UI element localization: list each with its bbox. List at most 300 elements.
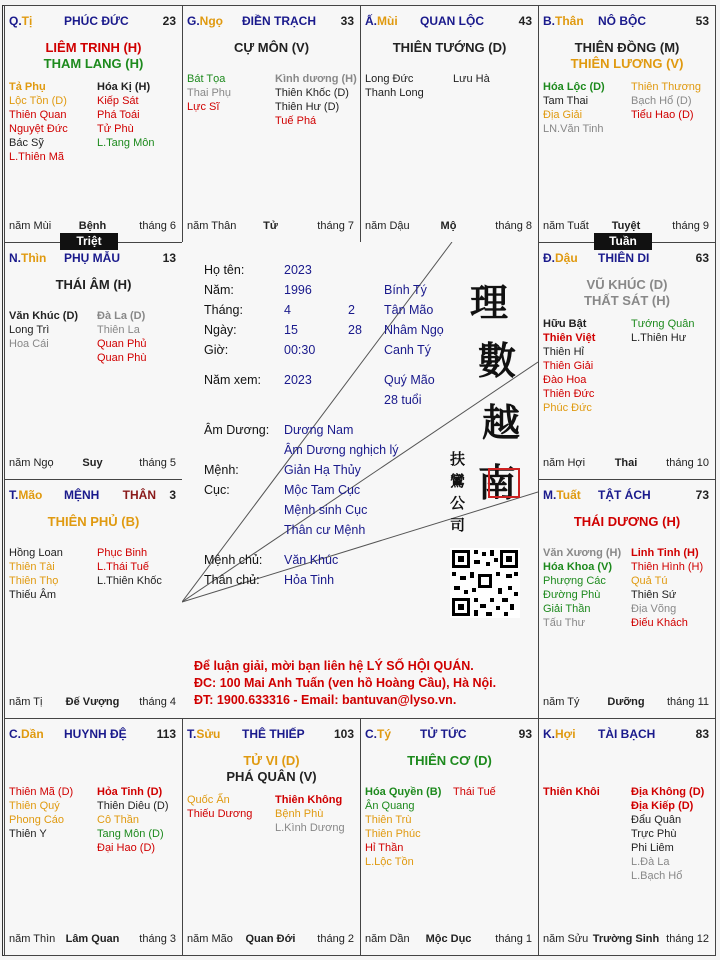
- palace-branch: Tị: [21, 14, 33, 28]
- main-stars: [361, 753, 538, 769]
- palace-name: THIÊN DI: [598, 251, 650, 265]
- minor-star: Địa Kiếp (D): [631, 800, 694, 812]
- palace-tuat: [538, 479, 716, 719]
- minor-star: Hồng Loan: [9, 547, 63, 559]
- palace-branch: Mão: [18, 488, 43, 502]
- minor-star: L.Đà La: [631, 856, 670, 868]
- palace-stage: Thai: [614, 457, 638, 469]
- palace-year: năm Tị: [9, 696, 43, 708]
- red-seal: [488, 468, 520, 498]
- left-stars: [543, 785, 600, 799]
- contact-line-2: ĐC: 100 Mai Anh Tuấn (ven hồ Hoàng Cầu), Hà Nội.: [194, 676, 497, 690]
- left-stars: [9, 546, 63, 602]
- minor-star: L.Thiên Mã: [9, 151, 65, 163]
- right-stars: [97, 785, 169, 855]
- palace-month: tháng 7: [317, 220, 354, 232]
- nam-can: Bính Tý: [384, 283, 427, 297]
- thang-duong: 4: [284, 303, 291, 317]
- palace-age: 23: [162, 14, 176, 28]
- palace-month: tháng 3: [139, 933, 176, 945]
- palace-header: [9, 488, 176, 504]
- palace-header: [543, 727, 709, 743]
- minor-star: Đà La (D): [97, 310, 146, 322]
- palace-stem: G.: [187, 14, 200, 28]
- palace-month: tháng 5: [139, 457, 176, 469]
- palace-ngo: [182, 5, 361, 243]
- palace-year: năm Sửu: [543, 933, 589, 945]
- cal-char-2: 數: [478, 338, 517, 383]
- qr-code-icon: [450, 548, 520, 618]
- minor-star: Nguyệt Đức: [9, 123, 68, 135]
- palace-name: QUAN LỘC: [420, 14, 484, 28]
- minor-star: Tang Môn (D): [97, 828, 164, 840]
- palace-position: [543, 251, 578, 265]
- minor-star: Ân Quang: [365, 800, 415, 812]
- palace-stem: Đ.: [543, 251, 555, 265]
- palace-footer: [9, 220, 176, 234]
- minor-star: Hóa Kị (H): [97, 81, 151, 93]
- nam-value: 1996: [284, 283, 312, 297]
- palace-mao: [4, 479, 183, 719]
- minor-star: Linh Tinh (H): [631, 547, 699, 559]
- main-star: THẤT SÁT (H): [584, 293, 670, 308]
- minor-star: Hỉ Thần: [365, 842, 404, 854]
- palace-branch: Ngọ: [199, 14, 223, 28]
- minor-star: L.Thiên Khốc: [97, 575, 162, 587]
- palace-stage: Tuyệt: [611, 220, 641, 232]
- palace-year: năm Dần: [365, 933, 410, 945]
- menh-value: Giản Hạ Thủy: [284, 463, 361, 477]
- palace-year: năm Tuất: [543, 220, 589, 232]
- minor-star: Địa Giải: [543, 109, 583, 121]
- ngay-am: 28: [348, 323, 362, 337]
- minor-star: Tuế Phá: [275, 115, 317, 127]
- palace-month: tháng 9: [672, 220, 709, 232]
- palace-branch: Hợi: [555, 727, 576, 741]
- nam-label: Năm:: [204, 283, 234, 297]
- main-star: THIÊN TƯỚNG (D): [392, 40, 507, 55]
- main-star: VŨ KHÚC (D): [586, 277, 668, 292]
- am-duong-value: Dương Nam: [284, 423, 354, 437]
- palace-name: PHỤ MẪU: [64, 251, 120, 265]
- minor-star: Tấu Thư: [543, 617, 586, 629]
- palace-ti: [4, 5, 183, 243]
- palace-stage: Trường Sinh: [592, 933, 660, 945]
- minor-star: Phượng Các: [543, 575, 606, 587]
- palace-age: 93: [518, 727, 532, 741]
- minor-star: Thái Tuế: [453, 786, 496, 798]
- minor-star: Thiên Quan: [9, 109, 67, 121]
- palace-hoi: [538, 718, 716, 956]
- minor-star: Cô Thần: [97, 814, 139, 826]
- palace-position: [9, 14, 32, 28]
- palace-name: ĐIỀN TRẠCH: [242, 14, 316, 28]
- main-stars: [183, 753, 360, 785]
- contact-line-3: ĐT: 1900.633316 - Email: bantuvan@lyso.vn.: [194, 693, 457, 707]
- palace-stem: Q.: [9, 14, 22, 28]
- main-stars: [539, 277, 715, 309]
- minor-star: L.Bạch Hổ: [631, 870, 683, 882]
- palace-footer: [543, 457, 709, 471]
- palace-year: năm Thân: [187, 220, 237, 232]
- minor-star: Long Đức: [365, 73, 414, 85]
- palace-stage: Dưỡng: [607, 696, 645, 708]
- cuc-note-1: Mệnh sinh Cục: [284, 503, 368, 517]
- palace-stem: Ấ.: [365, 14, 377, 28]
- main-star: THIÊN ĐỒNG (M): [574, 40, 680, 55]
- palace-name: THÊ THIẾP: [242, 727, 305, 741]
- palace-age: 13: [162, 251, 176, 265]
- cal-char-1: 理: [470, 280, 509, 325]
- minor-star: Thiên Thương: [631, 81, 702, 93]
- palace-stage: Mộc Dục: [425, 933, 472, 945]
- main-star: PHÁ QUÂN (V): [226, 769, 317, 784]
- minor-star: Hữu Bật: [543, 318, 587, 330]
- left-stars: [9, 80, 68, 164]
- contact-line-1: Để luận giải, mời bạn liên hệ LÝ SỐ HỘI QUÁN.: [194, 659, 474, 673]
- minor-star: Thiên Khốc (D): [275, 87, 349, 99]
- minor-star: Địa Không (D): [631, 786, 705, 798]
- palace-name: NÔ BỘC: [598, 14, 646, 28]
- palace-position: [543, 488, 581, 502]
- minor-star: Thiên Diêu (D): [97, 800, 169, 812]
- minor-star: Phong Cáo: [9, 814, 65, 826]
- main-star: THIÊN CƠ (D): [407, 753, 492, 768]
- main-star: TỬ VI (D): [243, 753, 300, 768]
- palace-age: 53: [695, 14, 709, 28]
- palace-position: [187, 14, 223, 28]
- minor-star: Lộc Tồn (D): [9, 95, 67, 107]
- palace-age: 43: [518, 14, 532, 28]
- minor-star: Lưu Hà: [453, 73, 490, 85]
- palace-position: [187, 727, 220, 741]
- minor-star: Tử Phù: [97, 123, 134, 135]
- minor-star: Thiên Mã (D): [9, 786, 74, 798]
- minor-star: Hóa Quyền (B): [365, 786, 442, 798]
- cuc-value: Mộc Tam Cục: [284, 483, 361, 497]
- minor-star: Kình dương (H): [275, 73, 357, 85]
- minor-star: L.Kình Dương: [275, 822, 345, 834]
- thang-label: Tháng:: [204, 303, 243, 317]
- minor-star: Bác Sỹ: [9, 137, 44, 149]
- palace-footer: [9, 696, 176, 710]
- palace-age: 103: [333, 727, 354, 741]
- minor-star: Văn Khúc (D): [9, 310, 79, 322]
- palace-branch: Tuất: [556, 488, 581, 502]
- palace-month: tháng 10: [666, 457, 709, 469]
- right-stars: [97, 546, 162, 588]
- right-stars: [275, 72, 357, 128]
- palace-name: TÀI BẠCH: [598, 727, 656, 741]
- left-stars: [543, 546, 621, 630]
- palace-mui: [360, 5, 539, 243]
- palace-header: [9, 251, 176, 267]
- minor-star: Quả Tú: [631, 575, 668, 587]
- palace-year: năm Tý: [543, 696, 580, 708]
- palace-footer: [365, 220, 532, 234]
- ho-ten-label: Họ tên:: [204, 263, 245, 277]
- minor-star: Bát Tọa: [187, 73, 226, 85]
- left-stars: [9, 785, 73, 841]
- minor-star: Thanh Long: [365, 87, 424, 99]
- palace-header: [543, 251, 709, 267]
- main-stars: [361, 40, 538, 56]
- minor-star: L.Lộc Tồn: [365, 856, 414, 868]
- main-star: THÁI ÂM (H): [55, 277, 132, 292]
- minor-star: Tiểu Hao (D): [631, 109, 694, 121]
- gio-can: Canh Tý: [384, 343, 432, 357]
- palace-header: [9, 727, 176, 743]
- palace-month: tháng 11: [666, 696, 709, 708]
- left-stars: [187, 72, 231, 114]
- minor-star: Giải Thần: [543, 603, 591, 615]
- minor-star: Thiên Hình (H): [631, 561, 704, 573]
- main-stars: [539, 514, 715, 530]
- nam-xem-value: 2023: [284, 373, 312, 387]
- palace-position: [9, 488, 42, 502]
- minor-star: Long Trì: [9, 324, 50, 336]
- minor-star: Tướng Quân: [631, 318, 695, 330]
- palace-month: tháng 2: [317, 933, 354, 945]
- palace-header: [187, 727, 354, 743]
- cal-char-3: 越: [482, 400, 521, 445]
- nam-xem-label: Năm xem:: [204, 373, 261, 387]
- left-stars: [9, 309, 78, 351]
- minor-star: Quốc Ấn: [187, 794, 230, 806]
- palace-footer: [543, 696, 709, 710]
- palace-header: [543, 488, 709, 504]
- nam-xem-can: Quý Mão: [384, 373, 435, 387]
- left-stars: [365, 72, 424, 100]
- minor-star: Thiên Giải: [543, 360, 594, 372]
- tuan-marker: Tuần: [594, 233, 652, 250]
- minor-star: Trực Phù: [631, 828, 677, 840]
- menh-chu-value: Văn Khúc: [284, 553, 339, 567]
- left-stars: [543, 80, 605, 136]
- right-stars: [631, 546, 703, 630]
- main-star: THIÊN PHỦ (B): [47, 514, 140, 529]
- palace-dan: [4, 718, 183, 956]
- gio-label: Giờ:: [204, 343, 229, 357]
- minor-star: Lực Sĩ: [187, 101, 220, 113]
- minor-star: Kiếp Sát: [97, 95, 139, 107]
- palace-month: tháng 1: [495, 933, 532, 945]
- ngay-label: Ngày:: [204, 323, 237, 337]
- palace-footer: [187, 933, 354, 947]
- palace-name: HUYNH ĐỆ: [64, 727, 127, 741]
- palace-stem: T.: [187, 727, 197, 741]
- palace-dau: [538, 242, 716, 480]
- main-star: THAM LANG (H): [43, 56, 144, 71]
- palace-position: [9, 727, 44, 741]
- palace-position: [543, 14, 584, 28]
- main-star: THIÊN LƯƠNG (V): [570, 56, 684, 71]
- palace-header: [9, 14, 176, 30]
- minor-star: Tam Thai: [543, 95, 589, 107]
- minor-star: LN.Văn Tinh: [543, 123, 604, 135]
- palace-year: năm Hợi: [543, 457, 586, 469]
- minor-star: Phúc Đức: [543, 402, 592, 414]
- minor-star: Thiên Hỉ: [543, 346, 584, 358]
- cal-small-text: [450, 448, 468, 536]
- palace-branch: Tý: [377, 727, 392, 741]
- palace-name: TẬT ÁCH: [598, 488, 651, 502]
- palace-position: [9, 251, 46, 265]
- main-star: THÁI DƯƠNG (H): [573, 514, 681, 529]
- minor-star: Phá Toái: [97, 109, 140, 121]
- minor-star: L.Thiên Hư: [631, 332, 687, 344]
- palace-month: tháng 4: [139, 696, 176, 708]
- minor-star: Phi Liêm: [631, 842, 674, 854]
- minor-star: Thiên Việt: [543, 332, 596, 344]
- minor-star: Điếu Khách: [631, 617, 688, 629]
- cal-char-4: 南: [478, 460, 517, 505]
- minor-star: Thiên Tài: [9, 561, 55, 573]
- ngay-can: Nhâm Ngọ: [384, 323, 444, 337]
- palace-stage: Tử: [263, 220, 278, 232]
- chart-center: [182, 242, 538, 718]
- palace-thin: [4, 242, 183, 480]
- palace-than: [538, 5, 716, 243]
- minor-star: Thiếu Âm: [9, 589, 57, 601]
- palace-stem: C.: [9, 727, 21, 741]
- right-stars: [453, 72, 490, 86]
- palace-month: tháng 8: [495, 220, 532, 232]
- minor-star: Bạch Hổ (D): [631, 95, 692, 107]
- palace-branch: Dậu: [555, 251, 578, 265]
- cal-small-3: 公: [450, 494, 466, 512]
- minor-star: Địa Võng: [631, 603, 677, 615]
- minor-star: Thiên Thọ: [9, 575, 59, 587]
- minor-star: Thiên Đức: [543, 388, 595, 400]
- than-tag: THÂN: [122, 488, 156, 502]
- palace-position: [365, 14, 398, 28]
- minor-star: Phục Binh: [97, 547, 148, 559]
- minor-star: Quan Phù: [97, 352, 147, 364]
- palace-footer: [9, 933, 176, 947]
- palace-age: 113: [156, 727, 176, 741]
- ngay-duong: 15: [284, 323, 298, 337]
- minor-star: Hoa Cái: [9, 338, 49, 350]
- minor-star: Thiên La: [97, 324, 140, 336]
- palace-branch: Thân: [555, 14, 584, 28]
- palace-suu: [182, 718, 361, 956]
- palace-stem: C.: [365, 727, 377, 741]
- palace-name: PHÚC ĐỨC: [64, 14, 129, 28]
- palace-header: [187, 14, 354, 30]
- minor-star: Bệnh Phù: [275, 808, 324, 820]
- palace-stage: Lâm Quan: [65, 933, 120, 945]
- minor-star: Thiên Khôi: [543, 786, 600, 798]
- palace-stem: B.: [543, 14, 555, 28]
- thang-can: Tân Mão: [384, 303, 434, 317]
- left-stars: [365, 785, 441, 869]
- minor-star: L.Thái Tuế: [97, 561, 149, 573]
- thang-am: 2: [348, 303, 355, 317]
- palace-stage: Mộ: [440, 220, 457, 232]
- palace-branch: Thìn: [21, 251, 47, 265]
- palace-year: năm Thìn: [9, 933, 56, 945]
- palace-year: năm Mão: [187, 933, 233, 945]
- main-stars: [539, 40, 715, 72]
- minor-star: Văn Xương (H): [543, 547, 622, 559]
- palace-stem: M.: [543, 488, 557, 502]
- palace-branch: Sửu: [196, 727, 221, 741]
- right-stars: [97, 309, 147, 365]
- palace-name: TỬ TỨC: [420, 727, 467, 741]
- minor-star: Đẩu Quân: [631, 814, 682, 826]
- cal-small-2: 鸞: [450, 472, 466, 490]
- palace-header: [365, 727, 532, 743]
- minor-star: Thiên Trù: [365, 814, 412, 826]
- am-duong-label: Âm Dương:: [204, 423, 270, 437]
- minor-star: Thiên Không: [275, 794, 343, 806]
- palace-header: [365, 14, 532, 30]
- main-stars: [5, 514, 182, 530]
- main-stars: [5, 40, 182, 72]
- cuc-note-2: Thân cư Mệnh: [284, 523, 366, 537]
- ho-ten-value: 2023: [284, 263, 312, 277]
- than-chu-value: Hỏa Tinh: [284, 573, 335, 587]
- minor-star: L.Tang Môn: [97, 137, 155, 149]
- palace-month: tháng 6: [139, 220, 176, 232]
- main-stars: [5, 277, 182, 293]
- palace-year: năm Dậu: [365, 220, 410, 232]
- right-stars: [97, 80, 154, 150]
- minor-star: Thiên Hư (D): [275, 101, 340, 113]
- minor-star: Đại Hao (D): [97, 842, 156, 854]
- right-stars: [453, 785, 496, 799]
- palace-footer: [365, 933, 532, 947]
- right-stars: [631, 80, 701, 122]
- minor-star: Đào Hoa: [543, 374, 587, 386]
- palace-age: 83: [695, 727, 709, 741]
- palace-stem: N.: [9, 251, 21, 265]
- minor-star: Hóa Khoa (V): [543, 561, 613, 573]
- cal-small-1: 扶: [450, 450, 466, 468]
- palace-header: [543, 14, 709, 30]
- minor-star: Thai Phụ: [187, 87, 232, 99]
- palace-stage: Bệnh: [78, 220, 107, 232]
- minor-star: Hóa Lộc (D): [543, 81, 605, 93]
- palace-year: năm Mùi: [9, 220, 52, 232]
- palace-footer: [543, 933, 709, 947]
- main-stars: [183, 40, 360, 56]
- left-stars: [187, 793, 252, 821]
- palace-age: 73: [695, 488, 709, 502]
- palace-stage: Quan Đới: [245, 933, 296, 945]
- tuoi: 28 tuổi: [384, 393, 422, 407]
- palace-position: [365, 727, 391, 741]
- palace-stem: K.: [543, 727, 555, 741]
- minor-star: Thiên Phúc: [365, 828, 421, 840]
- minor-star: Thiếu Dương: [187, 808, 253, 820]
- palace-footer: [9, 457, 176, 471]
- palace-position: [543, 727, 576, 741]
- right-stars: [275, 793, 345, 835]
- minor-star: Thiên Y: [9, 828, 47, 840]
- palace-footer: [187, 220, 354, 234]
- cuc-label: Cục:: [204, 483, 230, 497]
- left-stars: [543, 317, 595, 415]
- palace-stage: Suy: [82, 457, 103, 469]
- minor-star: Đường Phù: [543, 589, 601, 601]
- main-star: CỰ MÔN (V): [233, 40, 310, 55]
- minor-star: Quan Phủ: [97, 338, 147, 350]
- palace-stem: T.: [9, 488, 19, 502]
- palace-month: tháng 12: [666, 933, 709, 945]
- minor-star: Thiên Quý: [9, 800, 60, 812]
